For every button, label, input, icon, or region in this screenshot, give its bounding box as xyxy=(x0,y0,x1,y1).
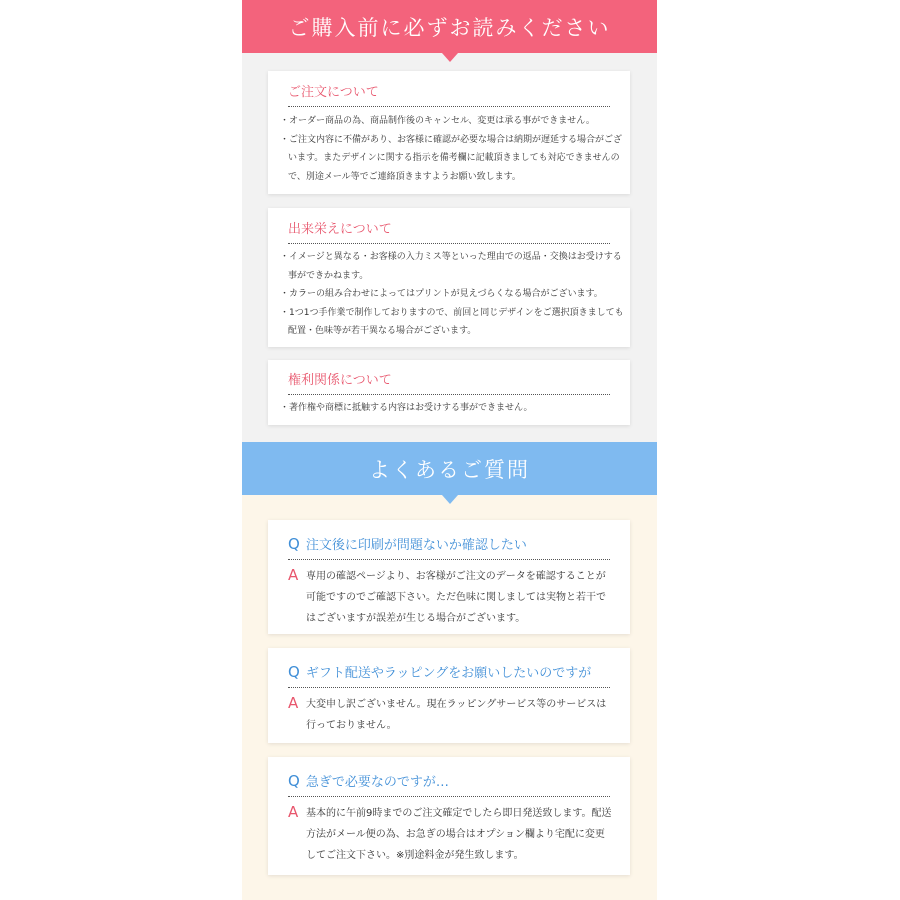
question-text: ギフト配送やラッピングをお願いしたいのですが xyxy=(305,666,592,681)
answer-text: 専用の確認ページより、お客様がご注文のデータを確認することが可能ですのでご確認下さい。ただ色味に関しましては実物と若干ではございますが誤差が生じる場合がございます。 xyxy=(306,571,606,624)
notice-card-rights xyxy=(268,360,630,425)
faq-banner xyxy=(242,442,657,495)
faq-answer xyxy=(288,566,613,629)
banner-arrow xyxy=(442,53,458,62)
faq-question xyxy=(288,771,610,797)
bullet-item: ・カラーの組み合わせによってはプリントが見えづらくなる場合がございます。 xyxy=(280,289,603,299)
q-label: Q xyxy=(288,772,300,790)
notice-card-quality xyxy=(268,208,630,347)
q-label: Q xyxy=(288,535,300,553)
info-column xyxy=(242,0,657,900)
bullet-list xyxy=(280,248,625,341)
a-label: A xyxy=(288,694,299,712)
q-label: Q xyxy=(288,663,300,681)
banner-arrow xyxy=(442,495,458,504)
question-text: 注文後に印刷が問題ないか確認したい xyxy=(305,538,527,553)
faq-answer xyxy=(288,803,613,866)
bullet-list xyxy=(280,112,625,186)
a-label: A xyxy=(288,566,299,584)
bullet-item: ・著作権や商標に抵触する内容はお受けする事ができません。 xyxy=(280,403,533,413)
faq-question xyxy=(288,662,610,688)
faq-item xyxy=(268,757,630,875)
bullet-item: ・イメージと異なる・お客様の入力ミス等といった理由での返品・交換はお受けする事ができかねます。 xyxy=(280,252,622,281)
faq-item xyxy=(268,520,630,634)
a-label: A xyxy=(288,803,299,821)
card-title: 権利関係について xyxy=(288,369,610,395)
answer-text: 大変申し訳ございません。現在ラッピングサービス等のサービスは行っておりません。 xyxy=(306,699,607,731)
faq-section xyxy=(242,442,657,900)
bullet-item: ・ご注文内容に不備があり、お客様に確認が必要な場合は納期が遅延する場合がございます。またデザインに関する指示を備考欄に記載頂きましても対応できませんので、別途メール等でご連絡頂きますようお願い致します。 xyxy=(280,134,623,182)
faq-answer xyxy=(288,694,613,736)
bullet-item: ・オーダー商品の為、商品制作後のキャンセル、変更は承る事ができません。 xyxy=(280,116,595,126)
faq-title: よくあるご質問 xyxy=(369,457,530,482)
notice-title: ご購入前に必ずお読みください xyxy=(288,15,611,40)
question-text: 急ぎで必要なのですが… xyxy=(305,775,449,790)
card-title: ご注文について xyxy=(288,81,610,107)
faq-question xyxy=(288,534,610,560)
bullet-list xyxy=(280,399,625,418)
card-title: 出来栄えについて xyxy=(288,218,610,244)
answer-text: 基本的に午前9時までのご注文確定でしたら即日発送致します。配送方法がメール便の為、お急ぎの場合はオプション欄より宅配に変更してご注文下さい。※別途料金が発生致します。 xyxy=(306,808,612,861)
notice-card-order xyxy=(268,71,630,194)
notice-section xyxy=(242,0,657,442)
faq-item xyxy=(268,648,630,743)
bullet-item: ・1つ1つ手作業で制作しておりますので、前回と同じデザインをご選択頂きましても配置・色味等が若干異なる場合がございます。 xyxy=(280,307,624,336)
notice-banner xyxy=(242,0,657,53)
